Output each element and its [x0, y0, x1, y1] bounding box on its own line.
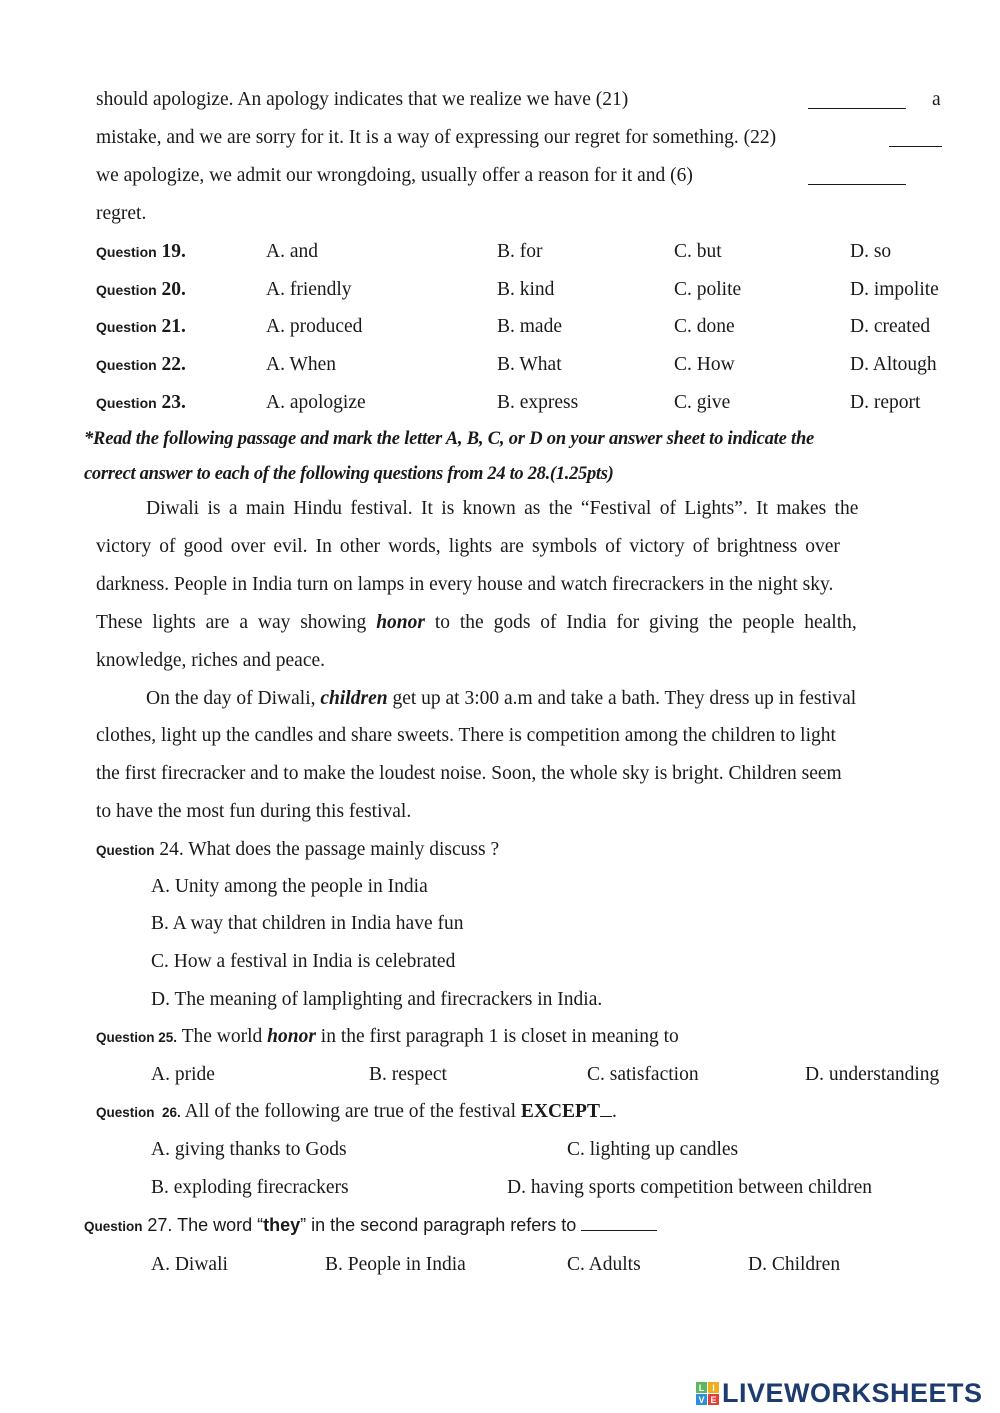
option-c[interactable]: C. polite: [674, 279, 742, 300]
instruction-line-2: correct answer to each of the following questions from 24 to 28.(1.25pts): [84, 464, 614, 484]
option-d[interactable]: D. so: [850, 241, 892, 262]
q27-option-d[interactable]: D. Children: [748, 1254, 841, 1275]
question-label: Question: [84, 1219, 143, 1234]
question-text: 24. What does the passage mainly discuss ?: [159, 839, 500, 860]
question-label: Question: [96, 319, 157, 335]
question-label: Question: [96, 843, 155, 858]
option-b[interactable]: B. kind: [497, 279, 555, 300]
q25-option-c[interactable]: C. satisfaction: [587, 1064, 699, 1085]
question-number: 19.: [161, 241, 186, 262]
q27-option-b[interactable]: B. People in India: [325, 1254, 466, 1275]
q27-option-a[interactable]: A. Diwali: [151, 1254, 228, 1275]
option-c[interactable]: C. but: [674, 241, 722, 262]
q25-option-a[interactable]: A. pride: [151, 1064, 215, 1085]
reading-p1-line-3: darkness. People in India turn on lamps in every house and watch firecrackers in the night sky.: [96, 574, 834, 595]
logo-block-v: V: [696, 1394, 707, 1405]
q26-option-a[interactable]: A. giving thanks to Gods: [151, 1139, 347, 1160]
option-c[interactable]: C. How: [674, 354, 735, 375]
question-27: Question 27. The word “they” in the second paragraph refers to: [84, 1213, 657, 1239]
blank-22[interactable]: [889, 128, 942, 147]
option-a[interactable]: A. and: [266, 241, 318, 262]
q25-option-d[interactable]: D. understanding: [805, 1064, 940, 1085]
reading-p2-line-1: On the day of Diwali, children get up at 3:00 a.m and take a bath. They dress up in festival: [146, 688, 857, 709]
option-b[interactable]: B. made: [497, 316, 562, 337]
option-c[interactable]: C. give: [674, 392, 731, 413]
q26-option-b[interactable]: B. exploding firecrackers: [151, 1177, 349, 1198]
blank-26[interactable]: [600, 1102, 612, 1117]
question-number: 23.: [161, 392, 186, 413]
they-keyword: they: [263, 1215, 301, 1235]
passage-line-2: mistake, and we are sorry for it. It is a way of expressing our regret for something. (22): [96, 127, 777, 148]
q26-option-d[interactable]: D. having sports competition between children: [507, 1177, 872, 1198]
option-b[interactable]: B. express: [497, 392, 579, 413]
q24-option-d[interactable]: D. The meaning of lamplighting and firecrackers in India.: [151, 989, 603, 1010]
option-d[interactable]: D. impolite: [850, 279, 939, 300]
q26-option-c[interactable]: C. lighting up candles: [567, 1139, 739, 1160]
option-c[interactable]: C. done: [674, 316, 735, 337]
passage-line-1-end: a: [932, 89, 941, 110]
emphasized-word-children: children: [320, 688, 388, 709]
question-label: Question: [96, 395, 157, 411]
question-label: Question: [96, 282, 157, 298]
reading-p1-line-2: victory of good over evil. In other words, lights are symbols of victory of brightness over: [96, 536, 840, 557]
question-25: Question 25. The world honor in the first paragraph 1 is closet in meaning to: [96, 1026, 679, 1047]
q27-option-c[interactable]: C. Adults: [567, 1254, 641, 1275]
option-b[interactable]: B. for: [497, 241, 543, 262]
question-label: Question: [96, 244, 157, 260]
except-keyword: EXCEPT: [520, 1101, 600, 1122]
live-blocks-icon: [696, 1382, 719, 1405]
question-26: Question 26. All of the following are true of the festival EXCEPT .: [96, 1101, 617, 1122]
liveworksheets-logo[interactable]: [696, 1378, 983, 1409]
logo-block-e: E: [708, 1394, 719, 1405]
option-a[interactable]: A. friendly: [266, 279, 352, 300]
question-label: Question: [96, 357, 157, 373]
blank-23[interactable]: [808, 166, 906, 185]
reading-p2-line-4: to have the most fun during this festival.: [96, 801, 412, 822]
question-number: 20.: [161, 279, 186, 300]
option-a[interactable]: A. produced: [266, 316, 363, 337]
passage-line-4: regret.: [96, 203, 147, 224]
reading-p1-line-1: Diwali is a main Hindu festival. It is known as the “Festival of Lights”. It makes the: [146, 498, 859, 519]
option-d[interactable]: D. created: [850, 316, 931, 337]
blank-27[interactable]: [581, 1214, 657, 1231]
option-a[interactable]: A. When: [266, 354, 337, 375]
reading-p1-line-4: These lights are a way showing honor to the gods of India for giving the people health,: [96, 612, 857, 633]
q24-option-a[interactable]: A. Unity among the people in India: [151, 876, 428, 897]
reading-p1-line-5: knowledge, riches and peace.: [96, 650, 326, 671]
logo-block-l: L: [696, 1382, 707, 1393]
question-number: 21.: [161, 316, 186, 337]
blank-21[interactable]: [808, 90, 906, 109]
q24-option-c[interactable]: C. How a festival in India is celebrated: [151, 951, 456, 972]
logo-block-i: I: [708, 1382, 719, 1393]
option-a[interactable]: A. apologize: [266, 392, 366, 413]
reading-p2-line-3: the first firecracker and to make the loudest noise. Soon, the whole sky is bright. Children seem: [96, 763, 842, 784]
passage-line-3: we apologize, we admit our wrongdoing, usually offer a reason for it and (6): [96, 165, 693, 186]
q25-option-b[interactable]: B. respect: [369, 1064, 447, 1085]
question-number: 22.: [161, 354, 186, 375]
option-d[interactable]: D. report: [850, 392, 921, 413]
logo-text: LIVEWORKSHEETS: [722, 1378, 983, 1408]
q24-option-b[interactable]: B. A way that children in India have fun: [151, 913, 464, 934]
passage-line-1: should apologize. An apology indicates that we realize we have (21): [96, 89, 629, 110]
question-24: [96, 838, 499, 863]
emphasized-word-honor: honor: [376, 612, 425, 633]
option-b[interactable]: B. What: [497, 354, 562, 375]
instruction-line-1: *Read the following passage and mark the letter A, B, C, or D on your answer sheet to indicate the: [84, 429, 815, 449]
question-label: Question 26.: [96, 1105, 181, 1120]
question-label: Question 25.: [96, 1030, 178, 1045]
option-d[interactable]: D. Altough: [850, 354, 937, 375]
emphasized-word-honor: honor: [267, 1026, 316, 1047]
reading-p2-line-2: clothes, light up the candles and share sweets. There is competition among the children to light: [96, 725, 836, 746]
